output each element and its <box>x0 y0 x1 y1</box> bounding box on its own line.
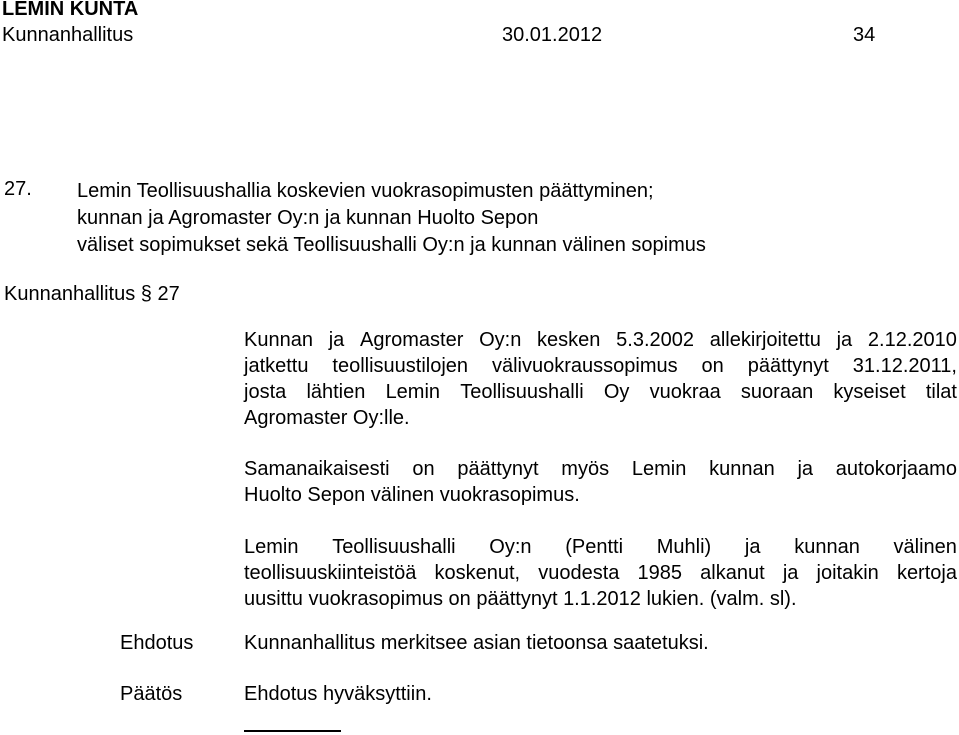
word: alkanut <box>700 562 765 584</box>
word: (Pentti <box>565 536 624 558</box>
word: vuokraa <box>649 381 721 403</box>
word: myös <box>561 458 610 480</box>
word: 31.12.2011, <box>852 355 957 377</box>
organization-name: LEMIN KUNTA <box>2 0 139 20</box>
proposal-text: Kunnanhallitus merkitsee asian tietoonsa saatetuksi. <box>244 632 709 654</box>
word: on <box>412 458 435 480</box>
item-title <box>77 178 877 259</box>
justified-line <box>244 379 957 405</box>
word: päättynyt <box>747 355 829 377</box>
word: vuodesta <box>538 562 620 584</box>
justified-line <box>244 456 957 482</box>
section-heading: Kunnanhallitus § 27 <box>4 283 180 305</box>
word: Lemin <box>244 536 299 558</box>
word: 2.12.2010 <box>867 329 957 351</box>
word: suoraan <box>740 381 814 403</box>
word: josta <box>244 381 287 403</box>
word: kesken <box>537 329 601 351</box>
page-number: 34 <box>853 24 876 46</box>
word: välinen <box>893 536 957 558</box>
decision-text: Ehdotus hyväksyttiin. <box>244 683 432 705</box>
word: tilat <box>925 381 957 403</box>
word: koskenut, <box>434 562 521 584</box>
word: on <box>701 355 724 377</box>
item-number: 27. <box>4 178 32 200</box>
word: kunnan <box>709 458 775 480</box>
decision-label: Päätös <box>120 683 183 705</box>
word: päättynyt <box>457 458 539 480</box>
item-title-line: väliset sopimukset sekä Teollisuushalli Oy:n ja kunnan välinen sopimus <box>77 234 706 256</box>
word: välivuokraussopimus <box>491 355 678 377</box>
word: ja <box>744 536 761 558</box>
word: teollisuustilojen <box>332 355 469 377</box>
word: ja <box>797 458 814 480</box>
word: autokorjaamo <box>835 458 957 480</box>
word: ja <box>782 562 799 584</box>
closing-rule <box>244 730 341 732</box>
proposal-label: Ehdotus <box>120 632 194 654</box>
paragraph-last-line: Agromaster Oy:lle. <box>244 407 410 429</box>
word: Lemin <box>385 381 441 403</box>
justified-line <box>244 534 957 560</box>
item-title-line: Lemin Teollisuushallia koskevien vuokrasopimusten päättyminen; <box>77 180 654 202</box>
item-title-line: kunnan ja Agromaster Oy:n ja kunnan Huolto Sepon <box>77 207 539 229</box>
justified-line <box>244 353 957 379</box>
word: Teollisuushalli <box>460 381 584 403</box>
word: Agromaster <box>359 329 464 351</box>
word: 5.3.2002 <box>616 329 694 351</box>
word: joitakin <box>816 562 879 584</box>
word: allekirjoitettu <box>709 329 821 351</box>
word: lähtien <box>306 381 366 403</box>
word: Oy <box>603 381 630 403</box>
paragraph-teollisuushalli <box>244 534 957 612</box>
word: Muhli) <box>656 536 712 558</box>
justified-line <box>244 560 957 586</box>
header-body: Kunnanhallitus <box>2 24 134 46</box>
paragraph-last-line: uusittu vuokrasopimus on päättynyt 1.1.2012 lukien. (valm. sl). <box>244 588 797 610</box>
justified-line <box>244 327 957 353</box>
word: kyseiset <box>833 381 906 403</box>
word: ja <box>836 329 853 351</box>
word: Kunnan <box>244 329 313 351</box>
word: Oy:n <box>479 329 522 351</box>
word: Oy:n <box>489 536 532 558</box>
word: kertoja <box>896 562 957 584</box>
word: teollisuuskiinteistöä <box>244 562 417 584</box>
word: jatkettu <box>244 355 309 377</box>
word: kunnan <box>794 536 860 558</box>
paragraph-agromaster <box>244 327 957 431</box>
word: Lemin <box>631 458 687 480</box>
word: ja <box>328 329 345 351</box>
header-date: 30.01.2012 <box>502 24 603 46</box>
word: Teollisuushalli <box>332 536 456 558</box>
word: Samanaikaisesti <box>244 458 390 480</box>
paragraph-huolto-sepon <box>244 456 957 508</box>
paragraph-last-line: Huolto Sepon välinen vuokrasopimus. <box>244 484 580 506</box>
word: 1985 <box>637 562 683 584</box>
